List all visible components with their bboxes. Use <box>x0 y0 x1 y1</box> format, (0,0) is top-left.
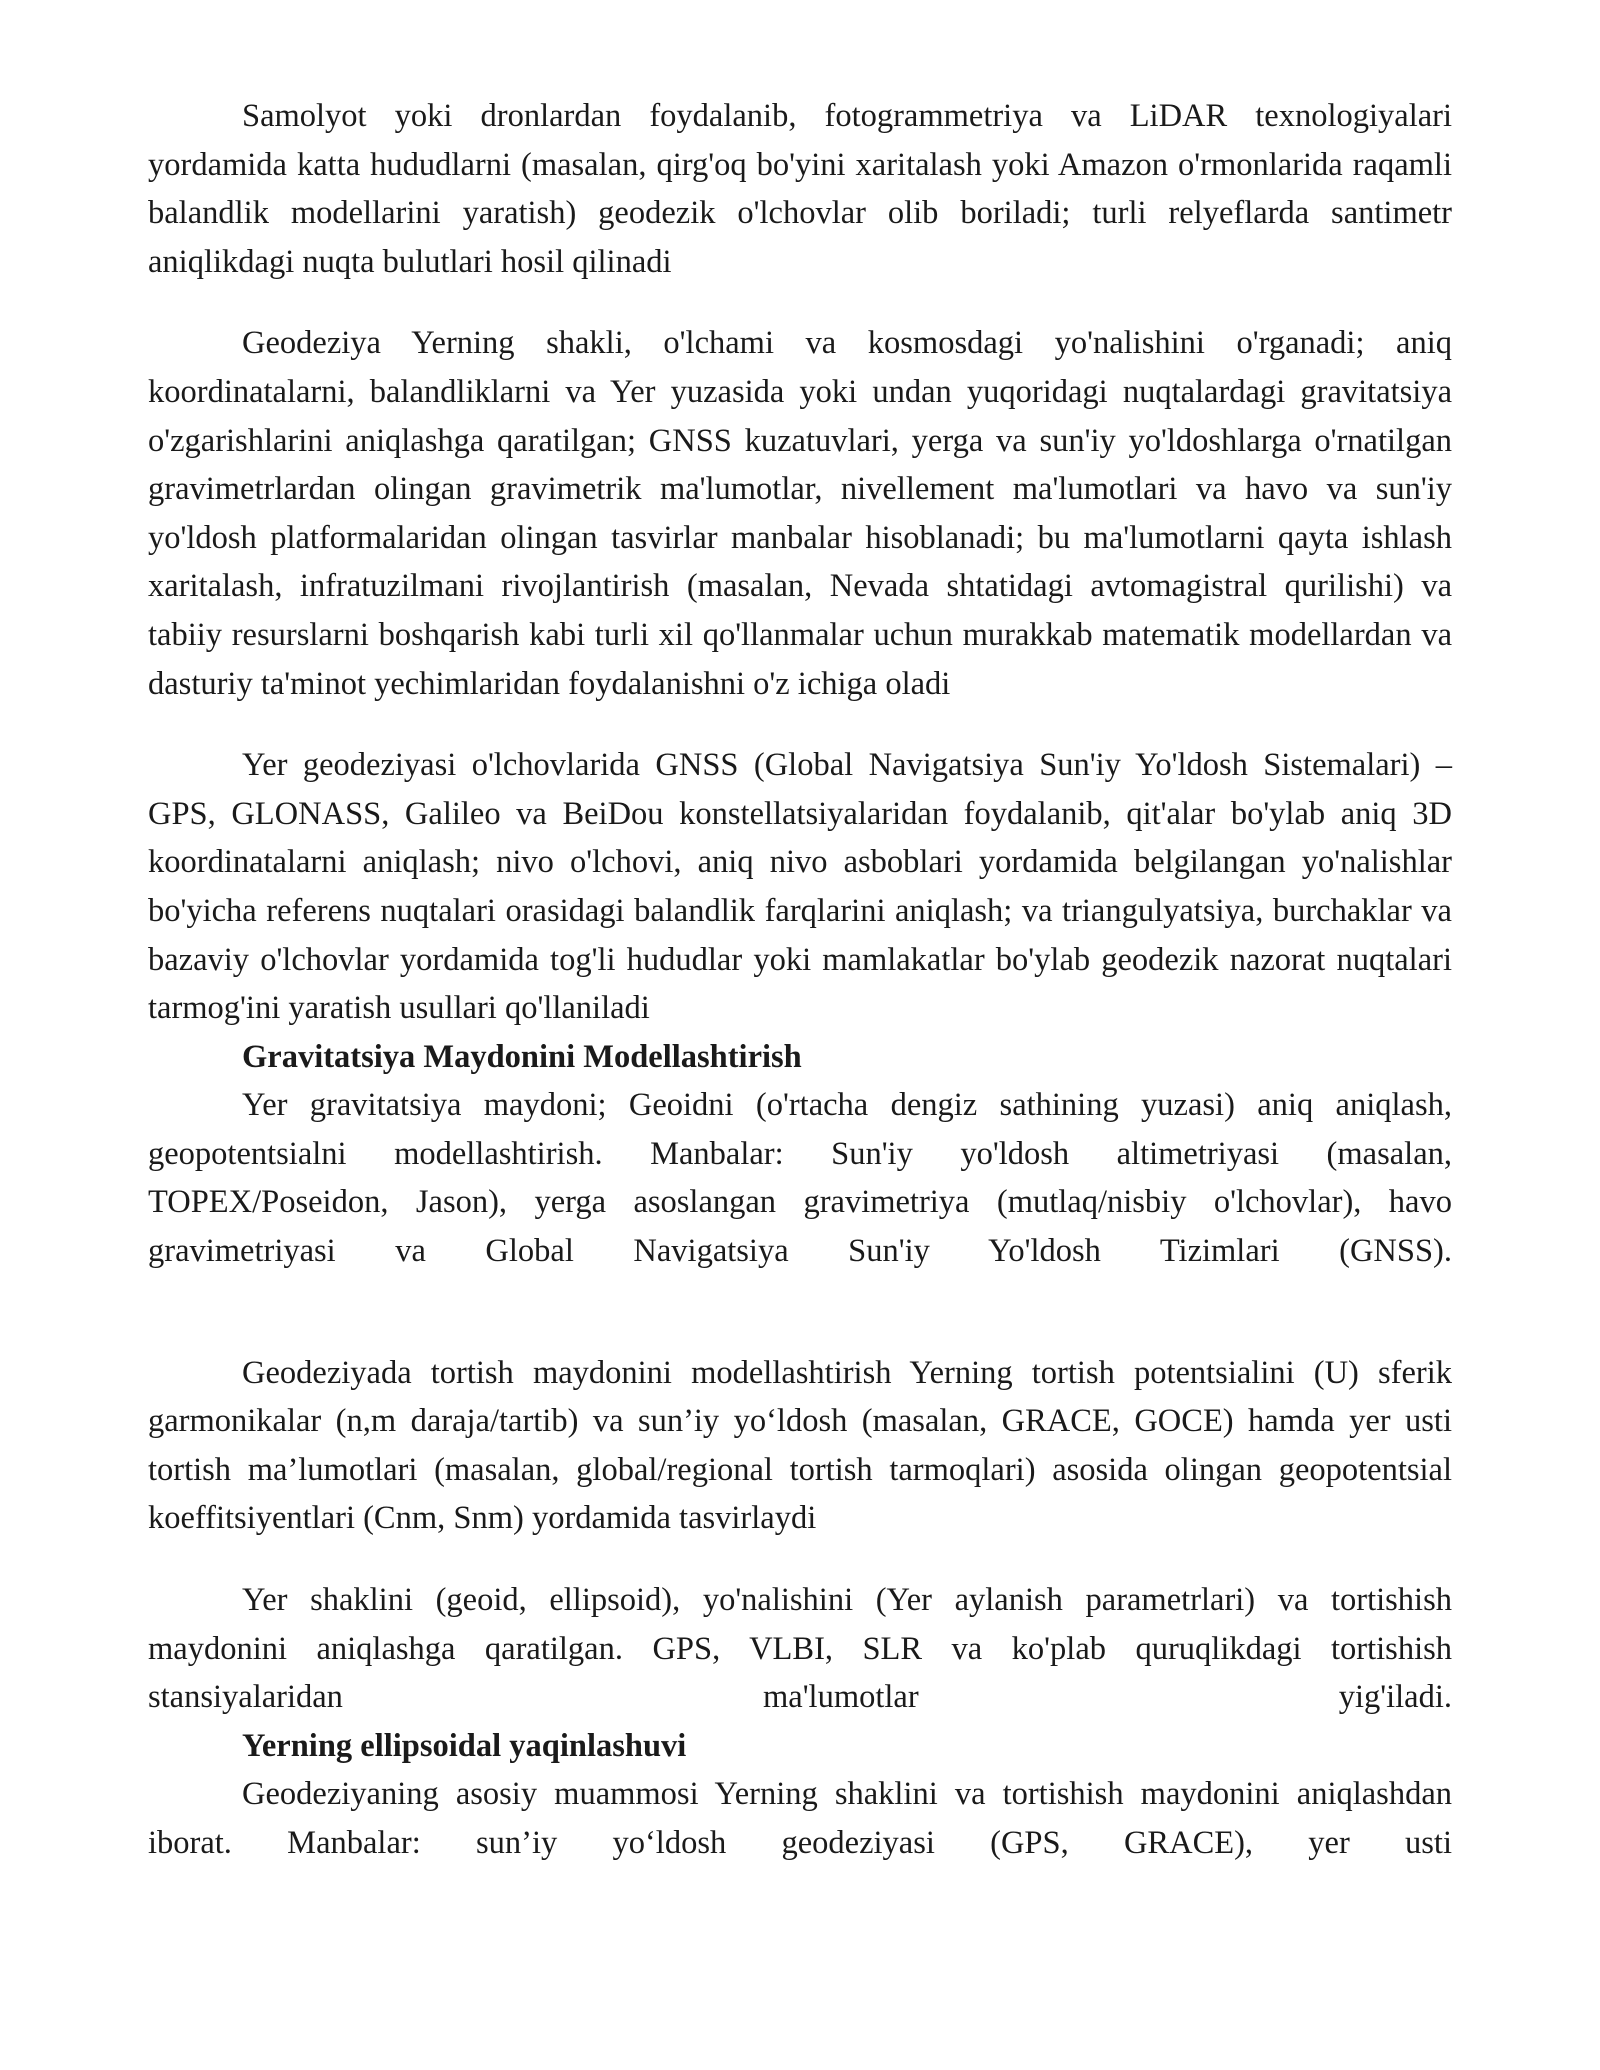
paragraph-ground-geodesy-methods: Yer geodeziyasi o'lchovlarida GNSS (Global Navigatsiya Sun'iy Yo'ldosh Sistemalari) – GPS, GLONASS, Galileo va BeiDou konstellatsiyalaridan foydalanib, qit'alar bo'ylab aniq 3D koordinatalarni aniqlash; nivo o'lchovi, aniq nivo asboblari yordamida belgilangan yo'nalishlar bo'yicha referens nuqtalari orasidagi balandlik farqlarini aniqlash; va triangulyatsiya, burchaklar va bazaviy o'lchovlar yordamida tog'li hududlar yoki mamlakatlar bo'ylab geodezik nazorat nuqtalari tarmog'ini yaratish usullari qo'llaniladi <box>148 747 1452 1027</box>
paragraph-aerial-survey: Samolyot yoki dronlardan foydalanib, fotogrammetriya va LiDAR texnologiyalari yordamida katta hududlarni (masalan, qirg'oq bo'yini xaritalash yoki Amazon o'rmonlarida raqamli balandlik modellarini yaratish) geodezik o'lchovlar olib boriladi; turli relyeflarda santimetr aniqlikdagi nuqta bulutlari hosil qilinadi <box>148 98 1452 280</box>
document-page <box>148 92 1452 1868</box>
section-heading-ellipsoidal-approximation: Yerning ellipsoidal yaqinlashuvi <box>242 1727 687 1764</box>
paragraph-gravity-modeling-geodesy: Geodeziyada tortish maydonini modellashtirish Yerning tortish potentsialini (U) sferik garmonikalar (n,m daraja/tartib) va sun’iy yo‘ldosh (masalan, GRACE, GOCE) hamda yer usti tortish ma’lumotlari (masalan, global/regional tortish tarmoqlari) asosida olingan geopotentsial koeffitsiyentlari (Cnm, Snm) yordamida tasvirlaydi <box>148 1354 1452 1537</box>
paragraph-earth-shape-data: Yer shaklini (geoid, ellipsoid), yo'nalishini (Yer aylanish parametrlari) va tortishish maydonini aniqlashga qaratilgan. GPS, VLBI, SLR va ko'plab quruqlikdagi tortishish stansiyalaridan ma'lumotlar yig'iladi. <box>148 1582 1452 1716</box>
section-heading-gravity-modeling: Gravitatsiya Maydonini Modellashtirish <box>242 1038 802 1075</box>
paragraph-gravity-field: Yer gravitatsiya maydoni; Geoidni (o'rtacha dengiz sathining yuzasi) aniq aniqlash, geopotentsialni modellashtirish. Manbalar: Sun'iy yo'ldosh altimetriyasi (masalan, TOPEX/Poseidon, Jason), yerga asoslangan gravimetriya (mutlaq/nisbiy o'lchovlar), havo gravimetriyasi va Global Navigatsiya Sun'iy Yo'ldosh Tizimlari (GNSS). <box>148 1087 1452 1270</box>
paragraph-geodesy-definition: Geodeziya Yerning shakli, o'lchami va kosmosdagi yo'nalishini o'rganadi; aniq koordinatalarni, balandliklarni va Yer yuzasida yoki undan yuqoridagi nuqtalardagi gravitatsiya o'zgarishlarini aniqlashga qaratilgan; GNSS kuzatuvlari, yerga va sun'iy yo'ldoshlarga o'rnatilgan gravimetrlardan olingan gravimetrik ma'lumotlar, nivellement ma'lumotlari va havo va sun'iy yo'ldosh platformalaridan olingan tasvirlar manbalar hisoblanadi; bu ma'lumotlarni qayta ishlash xaritalash, infratuzilmani rivojlantirish (masalan, Nevada shtatidagi avtomagistral qurilishi) va tabiiy resurslarni boshqarish kabi turli xil qo'llanmalar uchun murakkab matematik modellardan va dasturiy ta'minot yechimlaridan foydalanishni o'z ichiga oladi <box>148 325 1452 702</box>
paragraph-geodesy-main-problem: Geodeziyaning asosiy muammosi Yerning shaklini va tortishish maydonini aniqlashdan iborat. Manbalar: sun’iy yo‘ldosh geodeziyasi (GPS, GRACE), yer usti <box>148 1776 1452 1861</box>
